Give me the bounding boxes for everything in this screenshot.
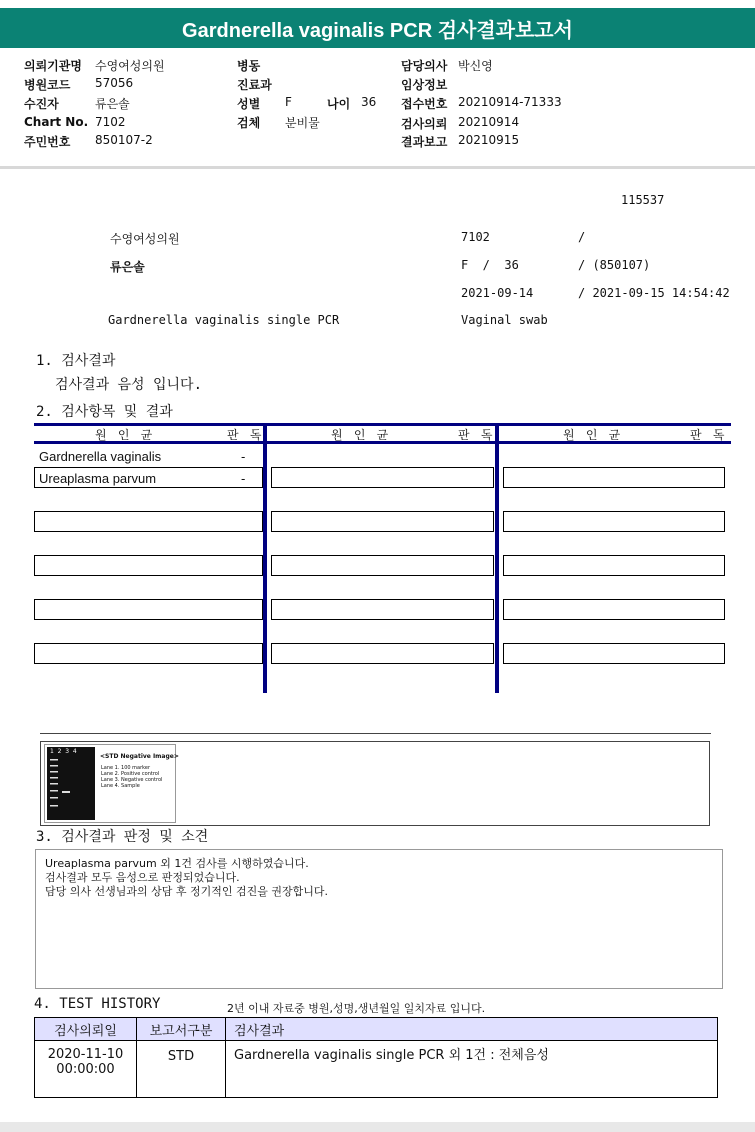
header-label: 수진자	[24, 97, 59, 111]
header-value: 20210914	[458, 115, 520, 129]
header-value: 20210914-71333	[458, 95, 562, 109]
table-divider	[495, 423, 499, 693]
table-divider	[263, 423, 267, 693]
header-value: 수영여성의원	[95, 59, 165, 73]
table-row	[35, 1041, 718, 1098]
header-value: 7102	[95, 115, 126, 129]
header-label: 접수번호	[401, 97, 448, 111]
col-header-pathogen: 원 인 균	[563, 428, 623, 442]
section2-title: 2. 검사항목 및 결과	[36, 404, 173, 420]
header-value: 류은솔	[95, 97, 130, 111]
history-header: 검사의뢰일	[35, 1018, 137, 1041]
result-cell	[503, 643, 725, 664]
info-separator: /	[578, 230, 586, 244]
header-label: 주민번호	[24, 135, 71, 149]
gel-image	[44, 744, 179, 823]
pathogen-name: Ureaplasma parvum	[39, 471, 157, 486]
age-label: 나이	[327, 97, 351, 111]
col-header-pathogen: 원 인 균	[95, 428, 155, 442]
result-cell	[503, 555, 725, 576]
opinion-line: 검사결과 모두 음성으로 판정되었습니다.	[45, 871, 240, 884]
history-result: Gardnerella vaginalis single PCR 외 1건 : 전체음성	[226, 1041, 718, 1098]
gel-legend-item: Lane 4. Sample	[101, 783, 140, 789]
result-cell	[34, 643, 263, 664]
header-label: 성별	[237, 97, 261, 111]
header-divider	[0, 166, 755, 169]
gel-legend	[101, 765, 162, 789]
pathogen-name: Gardnerella vaginalis	[39, 449, 162, 464]
section1-title: 1. 검사결과	[36, 353, 116, 369]
info-test-name: Gardnerella vaginalis single PCR	[108, 313, 340, 327]
report-code: 115537	[621, 193, 665, 207]
header-value: F	[285, 95, 292, 109]
result-cell	[34, 555, 263, 576]
opinion-box	[35, 849, 723, 989]
info-patient: 류은솔	[110, 260, 145, 274]
col-header-result: 판 독	[458, 428, 495, 442]
history-header: 검사결과	[226, 1018, 718, 1041]
age-value: 36	[361, 95, 377, 109]
history-note: 2년 이내 자료중 병원,성명,생년월일 일치자료 입니다.	[227, 1002, 486, 1015]
result-cell	[34, 599, 263, 620]
gel-legend-item: Lane 2. Positive control	[101, 771, 160, 777]
result-cell	[34, 511, 263, 532]
bottom-bar	[0, 1122, 755, 1132]
header-value: 850107-2	[95, 133, 153, 147]
info-clinic: 수영여성의원	[110, 232, 180, 246]
header-label: 병원코드	[24, 78, 71, 92]
pathogen-result: -	[241, 471, 246, 486]
info-request-date: 2021-09-14	[461, 286, 534, 300]
header-value: 박신영	[458, 59, 493, 73]
history-date: 2020-11-10	[47, 1047, 124, 1062]
result-cell	[271, 467, 494, 488]
header-label: 담당의사	[401, 59, 448, 73]
header-label: 의뢰기관명	[24, 59, 82, 73]
gel-top-rule	[40, 733, 711, 734]
header-label: 임상정보	[401, 78, 448, 92]
section1-text: 검사결과 음성 입니다.	[55, 377, 203, 393]
info-report-datetime: / 2021-09-15 14:54:42	[578, 286, 730, 300]
result-cell	[503, 467, 725, 488]
col-header-pathogen: 원 인 균	[331, 428, 391, 442]
section3-title: 3. 검사결과 판정 및 소견	[36, 829, 209, 845]
header-label: 병동	[237, 59, 261, 73]
report-title: Gardnerella vaginalis PCR 검사결과보고서	[0, 8, 755, 48]
history-date-cell	[35, 1041, 137, 1098]
gel-legend-item: Lane 3. Negative control	[101, 777, 163, 783]
col-header-result: 판 독	[690, 428, 727, 442]
opinion-line: 담당 의사 선생님과의 상담 후 정기적인 검진을 권장합니다.	[45, 885, 328, 898]
info-chart: 7102	[461, 230, 490, 244]
header-value: 분비물	[285, 116, 320, 130]
info-specimen: Vaginal swab	[461, 313, 548, 327]
header-label: 진료과	[237, 78, 272, 92]
info-birth: / (850107)	[578, 258, 651, 272]
header-label: 검체	[237, 116, 261, 130]
header-value: 20210915	[458, 133, 520, 147]
history-type: STD	[137, 1041, 226, 1098]
gel-lane-numbers: 1 2 3 4	[50, 748, 77, 755]
header-label: Chart No.	[24, 115, 89, 129]
result-cell	[271, 555, 494, 576]
info-sex-age: F / 36	[461, 258, 519, 272]
col-header-result: 판 독	[227, 428, 264, 442]
result-cell	[503, 511, 725, 532]
result-cell	[271, 643, 494, 664]
header-value: 57056	[95, 76, 134, 90]
history-header: 보고서구분	[137, 1018, 226, 1041]
gel-legend-item: Lane 1. 100 marker	[101, 765, 151, 771]
header-label: 검사의뢰	[401, 117, 448, 131]
result-cell	[271, 599, 494, 620]
gel-title: <STD Negative Image>	[100, 753, 179, 760]
history-time: 00:00:00	[56, 1062, 115, 1077]
section4-title: 4. TEST HISTORY	[34, 996, 161, 1012]
header-label: 결과보고	[401, 135, 448, 149]
opinion-line: Ureaplasma parvum 외 1건 검사를 시행하였습니다.	[45, 857, 309, 870]
pathogen-result: -	[241, 449, 246, 464]
history-table	[34, 1017, 718, 1098]
result-cell	[271, 511, 494, 532]
result-cell	[503, 599, 725, 620]
